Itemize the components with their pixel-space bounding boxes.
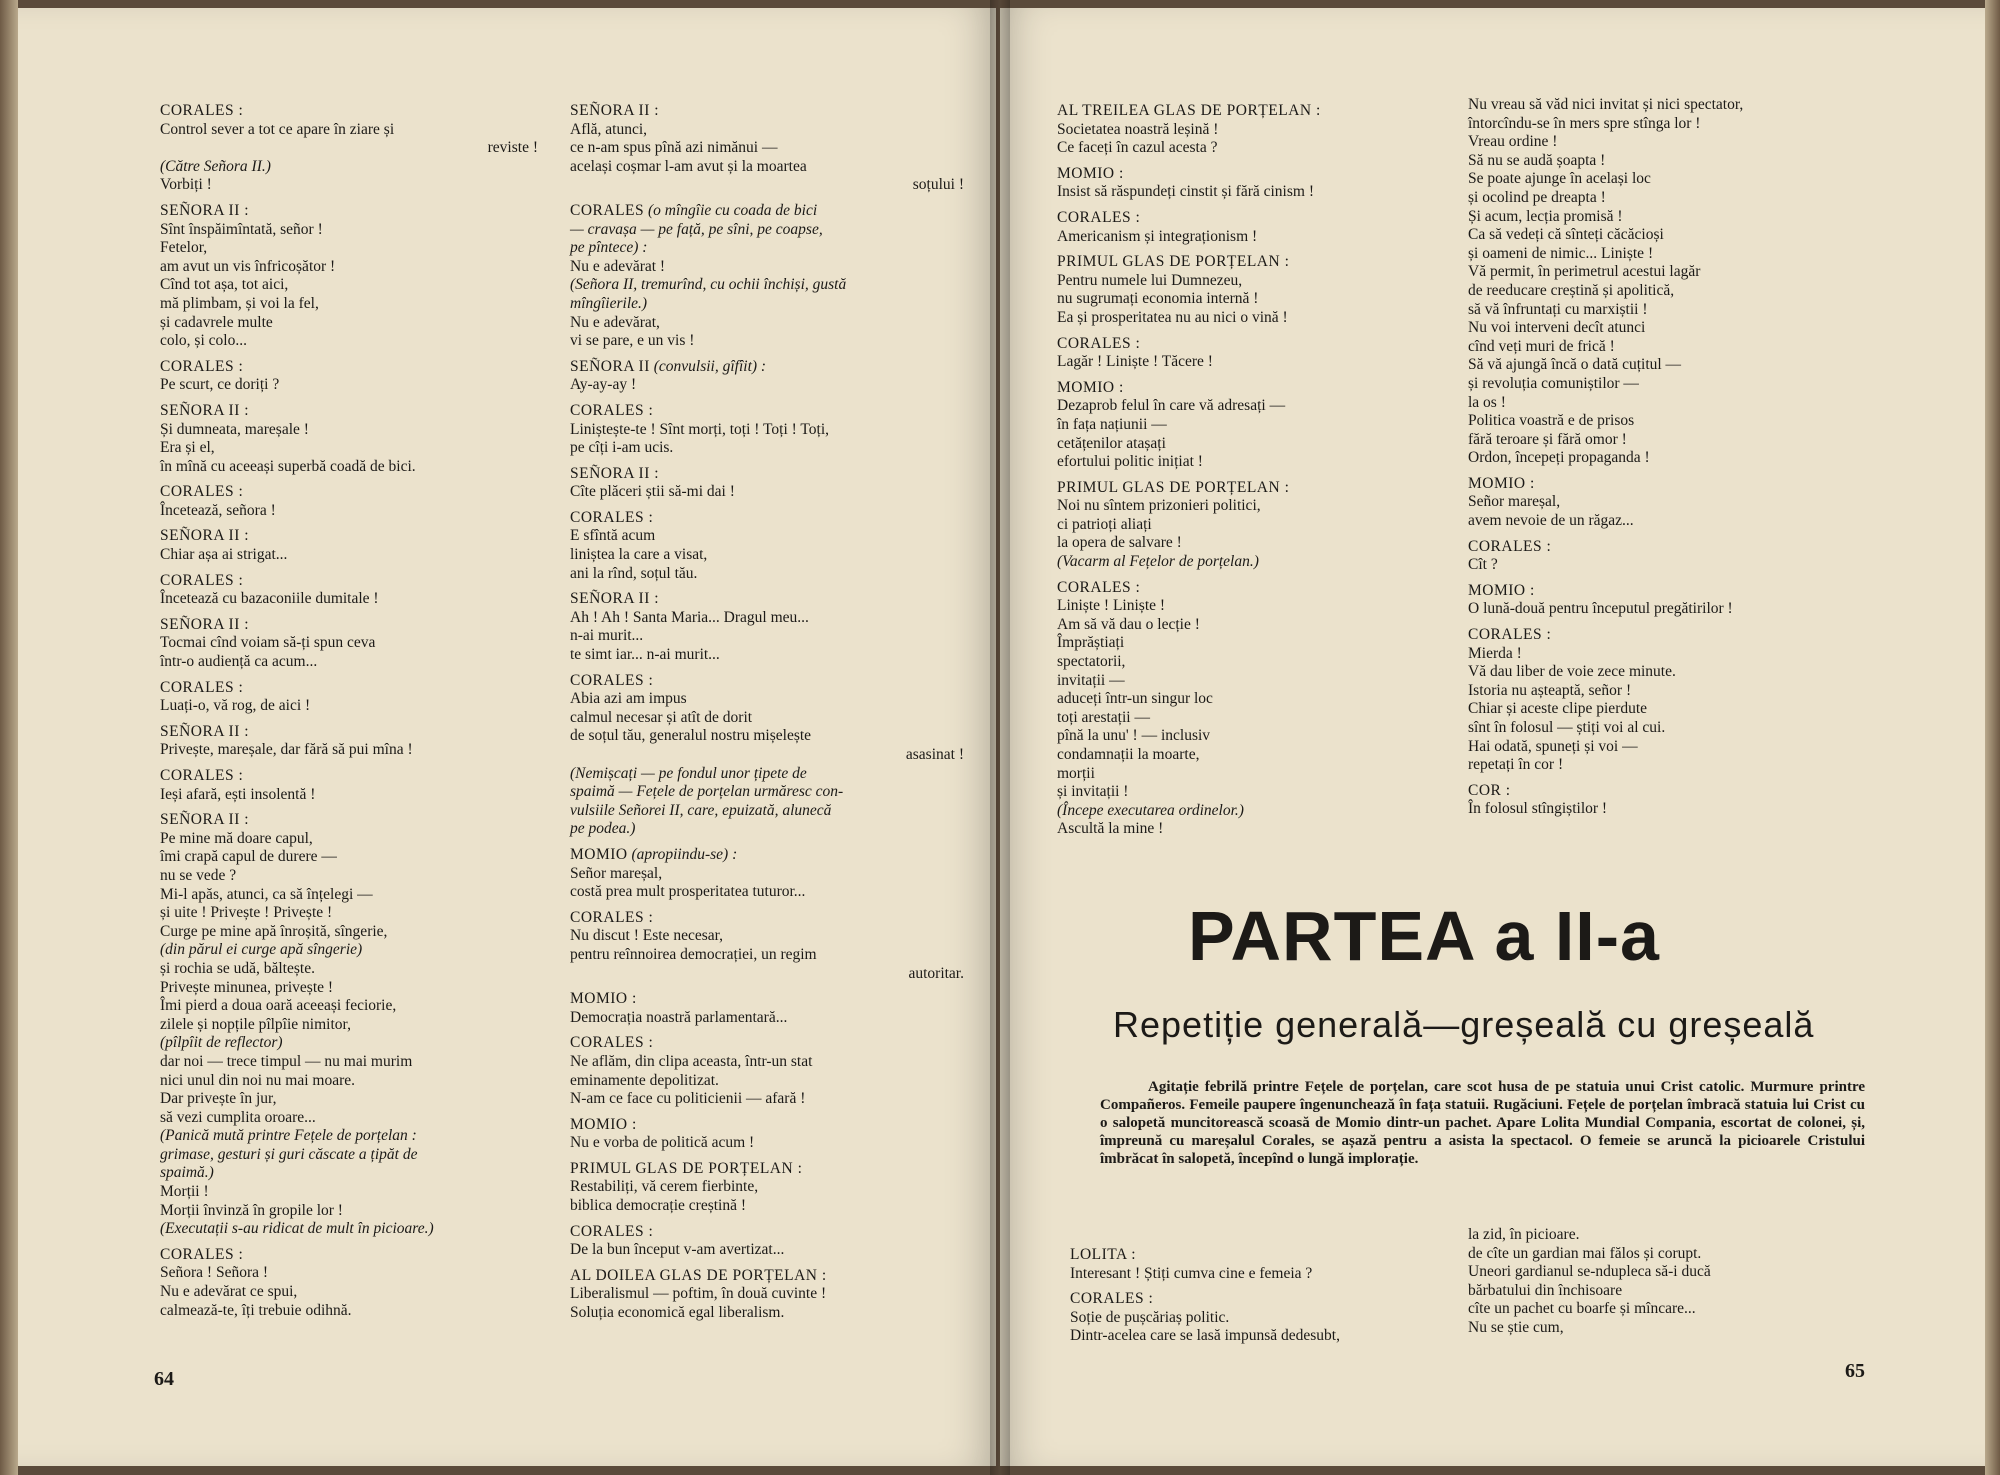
- speaker-name: MOMIO: [570, 845, 628, 863]
- dialogue-line: Am să vă dau o lecție !: [1057, 615, 1200, 633]
- dialogue-line: Cît ?: [1468, 556, 1498, 574]
- dialogue-line: Dintr-acelea care se lasă impunsă dedesubt,: [1070, 1327, 1340, 1345]
- dialogue-block: [1057, 209, 1447, 246]
- dialogue-line: Vreau ordine !: [1468, 133, 1558, 151]
- speaker-name: CORALES :: [160, 357, 244, 375]
- dialogue-line: același coșmar l-am avut și la moartea: [570, 157, 807, 175]
- dialogue-line: să vezi cumplita oroare...: [160, 1108, 316, 1126]
- dialogue-line: Ca să vedeți că sînteți căcăcioși: [1468, 226, 1664, 244]
- dialogue-line: Liberalismul — poftim, în două cuvinte !: [570, 1285, 827, 1303]
- dialogue-line: și oameni de nimic... Liniște !: [1468, 244, 1654, 262]
- dialogue-block: [1468, 626, 1908, 775]
- dialogue-line: calmează-te, îți trebuie odihnă.: [160, 1301, 352, 1319]
- speaker-name: MOMIO :: [1468, 581, 1535, 599]
- speaker-name: CORALES :: [570, 671, 654, 689]
- dialogue-line: am avut un vis înfricoșător !: [160, 257, 336, 275]
- dialogue-line: Politica voastră e de prisos: [1468, 412, 1635, 430]
- dialogue-line: Nu e adevărat,: [570, 313, 660, 331]
- left-page-column-1: [160, 102, 542, 1327]
- dialogue-line: Hai odată, spuneți și voi —: [1468, 737, 1638, 755]
- stage-direction: spaimă.): [160, 1164, 214, 1182]
- speaker-name: COR :: [1468, 781, 1511, 799]
- book-edge-left: [0, 0, 18, 1475]
- dialogue-line: în fața națiunii —: [1057, 415, 1167, 433]
- right-page-bottom-column-2: [1468, 1226, 1848, 1345]
- dialogue-block: [160, 483, 542, 520]
- gutter: [990, 0, 1010, 1475]
- dialogue-line: Uneori gardianul se-ndupleca să-i ducă: [1468, 1263, 1711, 1281]
- right-page-bottom-column-1: [1070, 1246, 1450, 1353]
- dialogue-block: [1468, 475, 1908, 531]
- speaker-name: MOMIO :: [1057, 164, 1124, 182]
- left-page-column-2: [570, 102, 968, 1330]
- stage-direction: (convulsii, gîfîit) :: [649, 357, 767, 375]
- dialogue-block: [570, 1034, 968, 1108]
- dialogue-line: la opera de salvare !: [1057, 534, 1182, 552]
- dialogue-line: Soluția economică egal liberalism.: [570, 1304, 785, 1322]
- speaker-name: CORALES :: [570, 508, 654, 526]
- dialogue-line: Democrația noastră parlamentară...: [570, 1008, 788, 1026]
- dialogue-block: [570, 1223, 968, 1260]
- dialogue-line: eminamente depolitizat.: [570, 1071, 719, 1089]
- stage-direction: vulsiile Señorei II, care, epuizată, alunecă: [570, 801, 832, 819]
- dialogue-line: Abia azi am impus: [570, 690, 687, 708]
- dialogue-line: pînă la unu' ! — inclusiv: [1057, 727, 1211, 745]
- dialogue-block: [160, 102, 542, 195]
- dialogue-line: de soțul tău, generalul nostru mișelește: [570, 727, 812, 745]
- dialogue-line: Împrăștiați: [1057, 634, 1125, 652]
- dialogue-line: Chiar și aceste clipe pierdute: [1468, 700, 1648, 718]
- dialogue-line: liniștea la care a visat,: [570, 546, 708, 564]
- dialogue-block: [1057, 579, 1447, 839]
- dialogue-line: Ascultă la mine !: [1057, 820, 1164, 838]
- dialogue-line: Señor mareșal,: [1468, 493, 1561, 511]
- dialogue-line: Curge pe mine apă înroșită, sîngerie,: [160, 922, 388, 940]
- dialogue-line: Ah ! Ah ! Santa Maria... Dragul meu...: [570, 608, 809, 626]
- dialogue-line: În folosul stîngiștilor !: [1468, 800, 1608, 818]
- dialogue-line: soțului !: [912, 176, 964, 194]
- dialogue-line: Nu e vorba de politică acum !: [570, 1134, 755, 1152]
- dialogue-line: la os !: [1468, 393, 1506, 411]
- part-title: PARTEA a II-a: [1188, 897, 1660, 975]
- dialogue-line: Îmi pierd a doua oară aceeași feciorie,: [160, 997, 397, 1015]
- dialogue-line: Pentru numele lui Dumnezeu,: [1057, 271, 1243, 289]
- speaker-name: CORALES :: [1057, 334, 1141, 352]
- dialogue-line: Dezaprob felul în care vă adresați —: [1057, 397, 1286, 415]
- dialogue-line: cetățenilor atașați: [1057, 434, 1166, 452]
- stage-direction: (din părul ei curge apă sîngerie): [160, 941, 363, 959]
- dialogue-line: autoritar.: [908, 964, 964, 982]
- dialogue-line: Și dumneata, mareșale !: [160, 420, 309, 438]
- dialogue-block: [1057, 165, 1447, 202]
- dialogue-block: [570, 990, 968, 1027]
- dialogue-block: [570, 202, 968, 351]
- dialogue-line: Restabiliți, vă cerem fierbinte,: [570, 1178, 759, 1196]
- dialogue-line: Morții învinză în gropile lor !: [160, 1201, 343, 1219]
- stage-direction: (Panică mută printre Fețele de porțelan :: [160, 1127, 417, 1145]
- dialogue-block: [1468, 582, 1908, 619]
- speaker-name: SEÑORA II :: [160, 722, 250, 740]
- dialogue-line: Chiar așa ai strigat...: [160, 546, 288, 564]
- dialogue-line: Istoria nu așteaptă, señor !: [1468, 681, 1632, 699]
- speaker-name: CORALES :: [160, 102, 244, 119]
- dialogue-line: N-am ce face cu politicienii — afară !: [570, 1090, 806, 1108]
- dialogue-line: în mînă cu aceeași superbă coadă de bici.: [160, 457, 416, 475]
- dialogue-block: [160, 402, 542, 476]
- dialogue-line: E sfîntă acum: [570, 527, 656, 545]
- dialogue-line: cîte un pachet cu boarfe și mîncare...: [1468, 1300, 1696, 1318]
- dialogue-line: Privește minunea, privește !: [160, 978, 334, 996]
- dialogue-line: Fetelor,: [160, 239, 208, 257]
- speaker-name: CORALES: [570, 201, 645, 219]
- dialogue-line: îmi crapă capul de durere —: [160, 848, 337, 866]
- dialogue-block: [570, 672, 968, 839]
- dialogue-block: [1057, 253, 1447, 327]
- dialogue-line: Încetează, señora !: [160, 501, 276, 519]
- dialogue-line: și ocolind pe dreapta !: [1468, 188, 1606, 206]
- dialogue-block: [1468, 1226, 1848, 1338]
- dialogue-block: [570, 1160, 968, 1216]
- dialogue-line: Nu vreau să văd nici invitat și nici spectator,: [1468, 96, 1744, 113]
- dialogue-block: [570, 1267, 968, 1323]
- dialogue-line: zilele și nopțile pîlpîie nimitor,: [160, 1015, 351, 1033]
- speaker-name: SEÑORA II :: [160, 527, 250, 545]
- page-number: 64: [154, 1368, 174, 1390]
- dialogue-line: cînd veți muri de frică !: [1468, 337, 1615, 355]
- dialogue-line: sînt în folosul — știți voi al cui.: [1468, 719, 1666, 736]
- dialogue-line: mă plimbam, și voi la fel,: [160, 294, 319, 312]
- dialogue-line: Să nu se audă șoapta !: [1468, 151, 1606, 169]
- speaker-name: CORALES :: [1057, 578, 1141, 596]
- speaker-name: CORALES :: [160, 767, 244, 784]
- dialogue-line: ci patrioți aliați: [1057, 515, 1152, 533]
- dialogue-line: Soție de pușcăriaș politic.: [1070, 1308, 1230, 1326]
- stage-direction: pe pîntece) :: [570, 239, 648, 257]
- stage-direction: (Vacarm al Fețelor de porțelan.): [1057, 553, 1259, 571]
- dialogue-line: Află, atunci,: [570, 120, 648, 138]
- speaker-name: SEÑORA II :: [570, 464, 660, 482]
- dialogue-line: colo, și colo...: [160, 332, 247, 350]
- speaker-name: CORALES :: [160, 483, 244, 501]
- speaker-name: SEÑORA II :: [160, 811, 250, 829]
- dialogue-line: și invitații !: [1057, 783, 1129, 801]
- dialogue-block: [160, 679, 542, 716]
- dialogue-block: [1468, 782, 1908, 819]
- speaker-name: CORALES :: [570, 1034, 654, 1052]
- stage-direction: — cravașa — pe față, pe sîni, pe coapse,: [570, 220, 823, 238]
- dialogue-line: invitații —: [1057, 671, 1125, 689]
- dialogue-line: Morții !: [160, 1183, 209, 1201]
- stage-direction: (Executații s-au ridicat de mult în picioare.): [160, 1220, 434, 1238]
- left-page: [18, 8, 996, 1466]
- dialogue-line: într-o audiență ca acum...: [160, 653, 318, 671]
- dialogue-block: [570, 102, 968, 195]
- dialogue-line: și rochia se udă, băltește.: [160, 959, 315, 977]
- dialogue-block: [570, 509, 968, 583]
- stage-direction: (Nemișcați — pe fondul unor țipete de: [570, 764, 807, 782]
- stage-direction: (pîlpîit de reflector): [160, 1034, 283, 1052]
- speaker-name: AL DOILEA GLAS DE PORȚELAN :: [570, 1266, 827, 1284]
- dialogue-block: [570, 402, 968, 458]
- stage-direction: spaimă — Fețele de porțelan urmăresc con-: [570, 783, 844, 801]
- dialogue-block: [1057, 479, 1447, 572]
- dialogue-line: biblica democrație creștină !: [570, 1197, 747, 1215]
- dialogue-line: Nu discut ! Este necesar,: [570, 927, 724, 945]
- dialogue-line: ani la rînd, soțul tău.: [570, 564, 698, 582]
- dialogue-line: Señora ! Señora !: [160, 1264, 269, 1282]
- dialogue-block: [1468, 538, 1908, 575]
- dialogue-line: De la bun început v-am avertizat...: [570, 1241, 785, 1259]
- dialogue-line: O lună-două pentru începutul pregătirilor !: [1468, 600, 1733, 618]
- dialogue-line: aduceți într-un singur loc: [1057, 690, 1213, 708]
- dialogue-block: [570, 590, 968, 664]
- stage-direction-intro: Agitație febrilă printre Fețele de porțelan, care scot husa de pe statuia unui Crist catolic. Murmure printre Compañeros. Femeile paupere îngenunchează în fața statuii. Rugăciuni. Fețele de porțelan îmbracă statuia lui Crist cu o salopetă muncitorească scoasă de Momio dintr-un pachet. Apare Lolita Mundial Compania, escortat de colonei, și, împreună cu mareșalul Corales, se așază pentru a asista la spectacol. O femeie se aruncă la picioarele Cristului îmbrăcat în salopetă, începînd o lungă implorație.: [1100, 1079, 1865, 1167]
- dialogue-line: Vă dau liber de voie zece minute.: [1468, 663, 1676, 681]
- dialogue-line: n-ai murit...: [570, 627, 644, 645]
- dialogue-line: condamnații la moarte,: [1057, 746, 1200, 763]
- part-subtitle: Repetiție generală—greșeală cu greșeală: [1113, 1004, 1815, 1045]
- dialogue-line: Lagăr ! Liniște ! Tăcere !: [1057, 353, 1213, 371]
- page-number: 65: [1845, 1360, 1865, 1382]
- dialogue-line: Nu e adevărat !: [570, 257, 666, 275]
- right-page-column-1: [1057, 102, 1447, 846]
- dialogue-line: calmul necesar și atît de dorit: [570, 708, 753, 726]
- speaker-name: CORALES :: [1070, 1290, 1154, 1308]
- dialogue-line: Mierda !: [1468, 644, 1522, 662]
- dialogue-block: [570, 846, 968, 902]
- speaker-line: [570, 202, 968, 221]
- dialogue-block: [1070, 1290, 1450, 1346]
- speaker-line: [570, 358, 968, 377]
- dialogue-line: Ne aflăm, din clipa aceasta, într-un stat: [570, 1052, 813, 1070]
- dialogue-block: [570, 358, 968, 395]
- dialogue-line: nici unul din noi nu mai moare.: [160, 1071, 356, 1089]
- dialogue-line: Luați-o, vă rog, de aici !: [160, 697, 311, 715]
- speaker-name: CORALES :: [160, 1245, 244, 1263]
- dialogue-block: [160, 616, 542, 672]
- dialogue-line: Să vă ajungă încă o dată cuțitul —: [1468, 356, 1682, 374]
- dialogue-line: întorcîndu-se în mers spre stînga lor !: [1468, 114, 1701, 132]
- speaker-name: CORALES :: [1057, 208, 1141, 226]
- stage-direction: (Către Señora II.): [160, 157, 271, 175]
- dialogue-line: ce n-am spus pînă azi nimănui —: [570, 139, 778, 157]
- dialogue-line: Privește, mareșale, dar fără să pui mîna !: [160, 741, 413, 759]
- speaker-name: CORALES :: [570, 908, 654, 926]
- dialogue-line: Nu e adevărat ce spui,: [160, 1283, 298, 1301]
- dialogue-line: de cîte un gardian mai fălos și corupt.: [1468, 1244, 1702, 1262]
- stage-direction: (apropiindu-se) :: [627, 845, 738, 863]
- dialogue-line: fără teroare și fără omor !: [1468, 430, 1627, 448]
- dialogue-line: efortului politic inițiat !: [1057, 453, 1203, 471]
- dialogue-line: Ay-ay-ay !: [570, 376, 637, 394]
- dialogue-line: Noi nu sîntem prizonieri politici,: [1057, 497, 1261, 515]
- dialogue-line: Ieși afară, ești insolentă !: [160, 785, 316, 803]
- speaker-name: MOMIO :: [570, 990, 637, 1008]
- dialogue-line: vi se pare, e un vis !: [570, 332, 695, 350]
- dialogue-line: Se poate ajunge în același loc: [1468, 170, 1651, 188]
- dialogue-block: [570, 909, 968, 983]
- dialogue-line: spectatorii,: [1057, 653, 1126, 671]
- speaker-name: MOMIO :: [1057, 378, 1124, 396]
- speaker-name: LOLITA :: [1070, 1246, 1137, 1263]
- dialogue-line: Încetează cu bazaconiile dumitale !: [160, 590, 379, 608]
- dialogue-line: Nu voi interveni decît atunci: [1468, 319, 1646, 337]
- dialogue-block: [160, 358, 542, 395]
- dialogue-line: te simt iar... n-ai murit...: [570, 646, 720, 664]
- dialogue-line: Mi-l apăs, atunci, ca să înțelegi —: [160, 885, 373, 903]
- dialogue-line: morții: [1057, 764, 1095, 782]
- dialogue-line: și cadavrele multe: [160, 313, 273, 331]
- dialogue-line: bărbatului din închisoare: [1468, 1281, 1623, 1299]
- dialogue-block: [160, 723, 542, 760]
- dialogue-line: pe cîți i-am ucis.: [570, 439, 674, 457]
- dialogue-line: Vă permit, în perimetrul acestui lagăr: [1468, 263, 1701, 281]
- dialogue-line: nu se vede ?: [160, 866, 237, 884]
- dialogue-line: Tocmai cînd voiam să-ți spun ceva: [160, 634, 376, 652]
- dialogue-block: [160, 767, 542, 804]
- dialogue-line: Liniștește-te ! Sînt morți, toți ! Toți ! Toți,: [570, 420, 830, 438]
- dialogue-line: Și acum, lecția promisă !: [1468, 207, 1623, 225]
- dialogue-line: reviste !: [487, 139, 538, 157]
- speaker-name: CORALES :: [1468, 626, 1552, 644]
- speaker-name: SEÑORA II :: [570, 590, 660, 608]
- speaker-name: SEÑORA II :: [160, 615, 250, 633]
- dialogue-line: Ce faceți în cazul acesta ?: [1057, 139, 1218, 157]
- stage-direction: (Începe executarea ordinelor.): [1057, 801, 1244, 819]
- dialogue-line: Pe scurt, ce doriți ?: [160, 376, 280, 394]
- speaker-name: CORALES :: [570, 401, 654, 419]
- speaker-name: AL TREILEA GLAS DE PORȚELAN :: [1057, 102, 1321, 119]
- dialogue-line: nu sugrumați economia internă !: [1057, 290, 1259, 308]
- dialogue-block: [160, 572, 542, 609]
- dialogue-line: Señor mareșal,: [570, 864, 663, 882]
- stage-direction: mîngîierile.): [570, 294, 648, 312]
- dialogue-line: toți arestații —: [1057, 708, 1150, 726]
- dialogue-block: [570, 465, 968, 502]
- speaker-name: CORALES :: [160, 678, 244, 696]
- dialogue-line: și uite ! Privește ! Privește !: [160, 904, 333, 922]
- dialogue-line: Pe mine mă doare capul,: [160, 829, 313, 847]
- stage-direction: (o mîngîie cu coada de bici: [644, 201, 818, 219]
- stage-direction: pe podea.): [570, 820, 636, 838]
- dialogue-block: [1057, 335, 1447, 372]
- speaker-name: SEÑORA II :: [570, 102, 660, 119]
- dialogue-line: Sînt înspăimîntată, señor !: [160, 220, 323, 238]
- speaker-name: CORALES :: [570, 1222, 654, 1240]
- dialogue-block: [160, 811, 542, 1239]
- dialogue-line: Americanism și integraționism !: [1057, 227, 1258, 245]
- dialogue-line: Dar privește în jur,: [160, 1090, 277, 1108]
- speaker-name: PRIMUL GLAS DE PORȚELAN :: [1057, 253, 1290, 271]
- speaker-name: SEÑORA II: [570, 357, 650, 375]
- dialogue-block: [1057, 379, 1447, 472]
- dialogue-line: Control sever a tot ce apare în ziare și: [160, 120, 395, 138]
- dialogue-block: [570, 1116, 968, 1153]
- stage-direction: grimase, gesturi și guri căscate a țipăt de: [160, 1145, 418, 1163]
- right-page-column-2: [1468, 96, 1908, 826]
- speaker-line: [570, 846, 968, 865]
- dialogue-line: asasinat !: [905, 746, 964, 763]
- dialogue-block: [160, 1246, 542, 1320]
- speaker-name: MOMIO :: [1468, 474, 1535, 492]
- stage-direction: (Señora II, tremurînd, cu ochii închiși, gustă: [570, 276, 847, 294]
- dialogue-line: dar noi — trece timpul — nu mai murim: [160, 1052, 413, 1070]
- dialogue-line: costă prea mult prosperitatea tuturor...: [570, 883, 806, 901]
- dialogue-line: Nu se știe cum,: [1468, 1318, 1564, 1336]
- dialogue-block: [1070, 1246, 1450, 1283]
- dialogue-block: [1468, 96, 1908, 468]
- dialogue-line: să vă înfruntați cu marxiștii !: [1468, 300, 1648, 318]
- dialogue-line: repetați în cor !: [1468, 756, 1564, 774]
- dialogue-line: Vorbiți !: [160, 176, 212, 194]
- dialogue-line: Ea și prosperitatea nu au nici o vină !: [1057, 308, 1288, 326]
- dialogue-block: [160, 527, 542, 564]
- dialogue-line: Era și el,: [160, 439, 215, 457]
- right-page: [1000, 8, 1985, 1466]
- dialogue-line: Insist să răspundeți cinstit și fără cinism !: [1057, 183, 1314, 201]
- dialogue-line: la zid, în picioare.: [1468, 1226, 1580, 1243]
- speaker-name: SEÑORA II :: [160, 401, 250, 419]
- dialogue-block: [1057, 102, 1447, 158]
- speaker-name: CORALES :: [160, 571, 244, 589]
- dialogue-line: Societatea noastră leșină !: [1057, 120, 1219, 138]
- speaker-name: CORALES :: [1468, 537, 1552, 555]
- dialogue-line: pentru reînnoirea democrației, un regim: [570, 945, 817, 963]
- dialogue-line: avem nevoie de un răgaz...: [1468, 512, 1634, 530]
- speaker-name: SEÑORA II :: [160, 201, 250, 219]
- dialogue-line: și revoluția comuniștilor —: [1468, 374, 1639, 392]
- dialogue-line: de reeducare creștină și apolitică,: [1468, 281, 1675, 299]
- book-edge-right: [1985, 0, 2000, 1475]
- dialogue-block: [160, 202, 542, 351]
- dialogue-line: Cîte plăceri știi să-mi dai !: [570, 483, 735, 501]
- dialogue-line: Ordon, începeți propaganda !: [1468, 449, 1650, 467]
- speaker-name: PRIMUL GLAS DE PORȚELAN :: [570, 1159, 803, 1177]
- dialogue-line: Liniște ! Liniște !: [1057, 597, 1166, 615]
- speaker-name: PRIMUL GLAS DE PORȚELAN :: [1057, 478, 1290, 496]
- dialogue-line: Interesant ! Știți cumva cine e femeia ?: [1070, 1264, 1313, 1282]
- dialogue-line: Cînd tot așa, tot aici,: [160, 276, 289, 294]
- speaker-name: MOMIO :: [570, 1115, 637, 1133]
